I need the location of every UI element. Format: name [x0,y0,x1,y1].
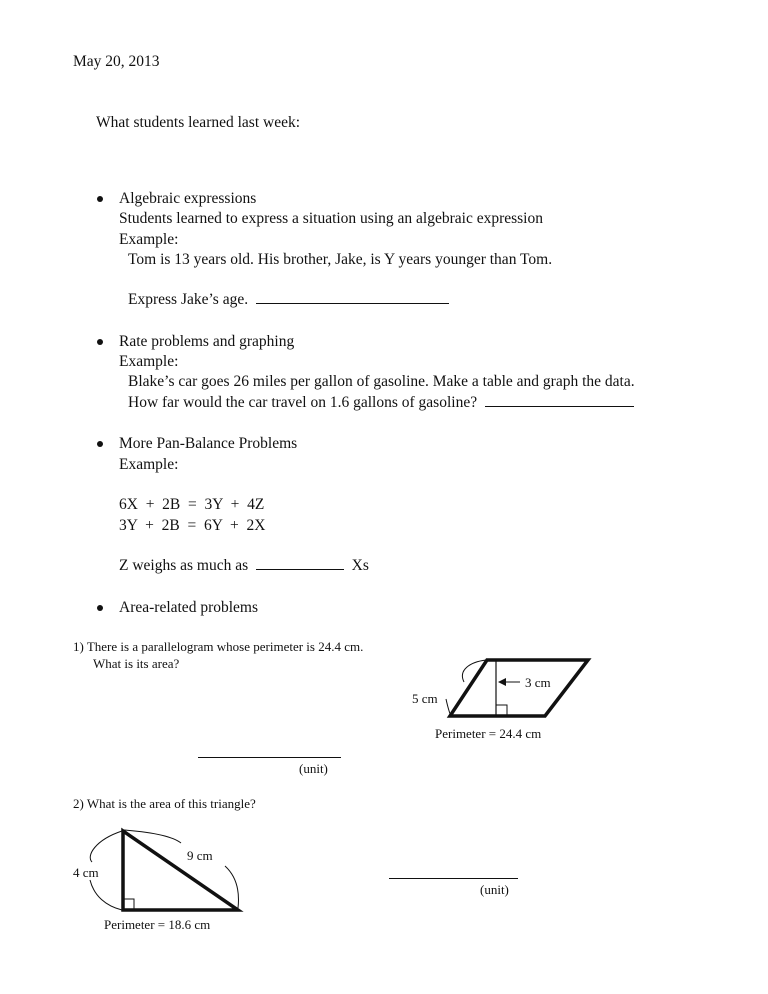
height-label: 3 cm [525,675,551,690]
unit-label: (unit) [480,882,509,897]
equation-1: 6X + 2B = 3Y + 4Z [119,496,265,513]
example-label: Example: [119,231,179,248]
section-title-rate: Rate problems and graphing [119,333,295,350]
equation-2: 3Y + 2B = 6Y + 2X [119,517,266,534]
hypotenuse-label: 9 cm [187,848,213,863]
question-text: Express Jake’s age. [128,291,249,308]
side-label: 4 cm [73,865,99,880]
question-suffix: Xs [351,557,369,574]
section-text: Students learned to express a situation using an algebraic expression [119,210,543,227]
example-label: Example: [119,456,179,473]
problem-1-line-2: What is its area? [93,656,180,671]
side-brace-bottom [90,880,122,910]
question-text: How far would the car travel on 1.6 gallons of gasoline? [128,394,478,411]
example-text: Blake’s car goes 26 miles per gallon of gasoline. Make a table and graph the data. [128,373,635,390]
example-label: Example: [119,353,179,370]
section-title-algebraic: Algebraic expressions [119,190,257,207]
question-prefix: Z weighs as much as [119,557,249,574]
side-label: 5 cm [412,691,438,706]
problem-2-question: 2) What is the area of this triangle? [73,796,256,811]
perimeter-label: Perimeter = 18.6 cm [104,917,211,932]
answer-blank[interactable] [389,878,518,879]
unit-label: (unit) [299,761,328,776]
example-text: Tom is 13 years old. His brother, Jake, is Y years younger than Tom. [128,251,553,268]
intro-heading: What students learned last week: [96,114,301,131]
perimeter-label: Perimeter = 24.4 cm [435,726,542,741]
side-brace-top [90,831,122,862]
section-title-area: Area-related problems [119,599,259,616]
section-title-pan-balance: More Pan-Balance Problems [119,435,298,452]
date: May 20, 2013 [73,53,160,70]
problem-1-line-1: 1) There is a parallelogram whose perimeter is 24.4 cm. [73,639,364,654]
